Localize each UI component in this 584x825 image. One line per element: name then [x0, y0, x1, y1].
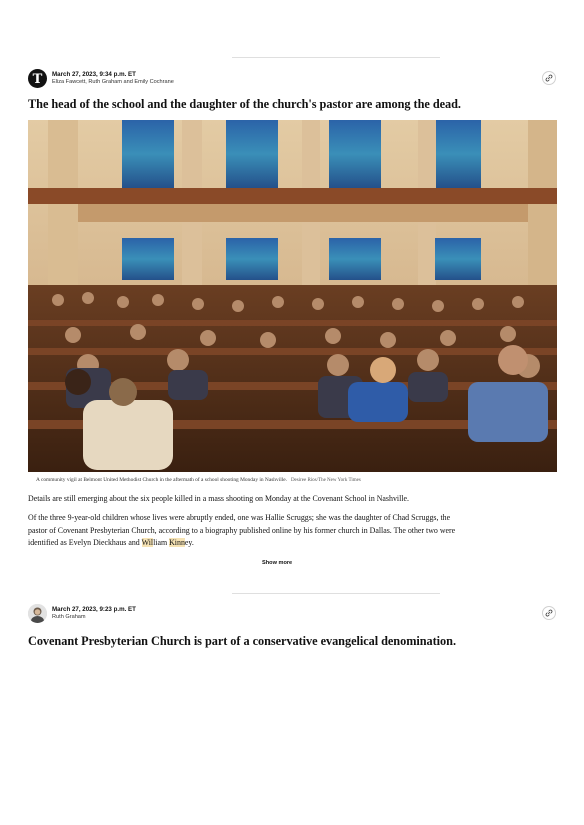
copy-link-button[interactable] [542, 606, 556, 620]
post-headline[interactable]: Covenant Presbyterian Church is part of a conservative evangelical denomination. [28, 634, 456, 648]
paragraph-1: Details are still emerging about the six people killed in a mass shooting on Monday at the Covenant School in Nashville. [28, 494, 409, 503]
paragraph-2 [28, 512, 558, 550]
post-timestamp: March 27, 2023, 9:23 p.m. ET [52, 606, 136, 613]
vigil-photo [28, 120, 557, 472]
post-timestamp: March 27, 2023, 9:34 p.m. ET [52, 71, 136, 78]
post-authors: Ruth Graham [52, 614, 86, 620]
link-icon [545, 74, 553, 82]
paragraph-2-line-3a: identified as Evelyn Dieckhaus and [28, 538, 142, 548]
nyt-logo-icon [28, 69, 47, 88]
photo-caption [36, 476, 361, 485]
post-byline [28, 604, 556, 626]
author-photo-icon [28, 604, 47, 623]
copy-link-button[interactable] [542, 71, 556, 85]
post-authors: Eliza Fawcett, Ruth Graham and Emily Cochrane [52, 79, 174, 85]
show-more-button[interactable]: Show more [262, 560, 293, 566]
live-post-1 [28, 69, 556, 91]
highlight-1: Wil [141, 538, 154, 548]
caption-text: A community vigil at Belmont United Methodist Church in the aftermath of a school shooting Monday in Nashville. [36, 477, 287, 483]
photo-credit: Desiree Rios/The New York Times [290, 478, 361, 483]
post-meta [52, 71, 174, 86]
post-divider [232, 593, 440, 594]
post-meta [52, 606, 136, 621]
post-headline[interactable]: The head of the school and the daughter of the church's pastor are among the dead. [28, 97, 461, 111]
vigil-photo-illustration [28, 120, 557, 472]
paragraph-2-line-3e: ey. [184, 538, 194, 548]
live-post-2 [28, 604, 556, 626]
post-byline [28, 69, 556, 91]
svg-text:T: T [32, 72, 43, 87]
top-divider [232, 57, 440, 58]
highlight-2: Kinn [169, 538, 185, 548]
paragraph-2-line-2: pastor of Covenant Presbyterian Church, according to a biography published online by his former church in Dallas. The other two were [28, 525, 456, 535]
paragraph-2-line-1: Of the three 9-year-old children whose lives were abruptly ended, one was Hallie Scruggs; she was the daughter of Chad Scruggs, the [28, 513, 451, 522]
link-icon [545, 609, 553, 617]
paragraph-2-line-3c: liam [153, 538, 170, 548]
